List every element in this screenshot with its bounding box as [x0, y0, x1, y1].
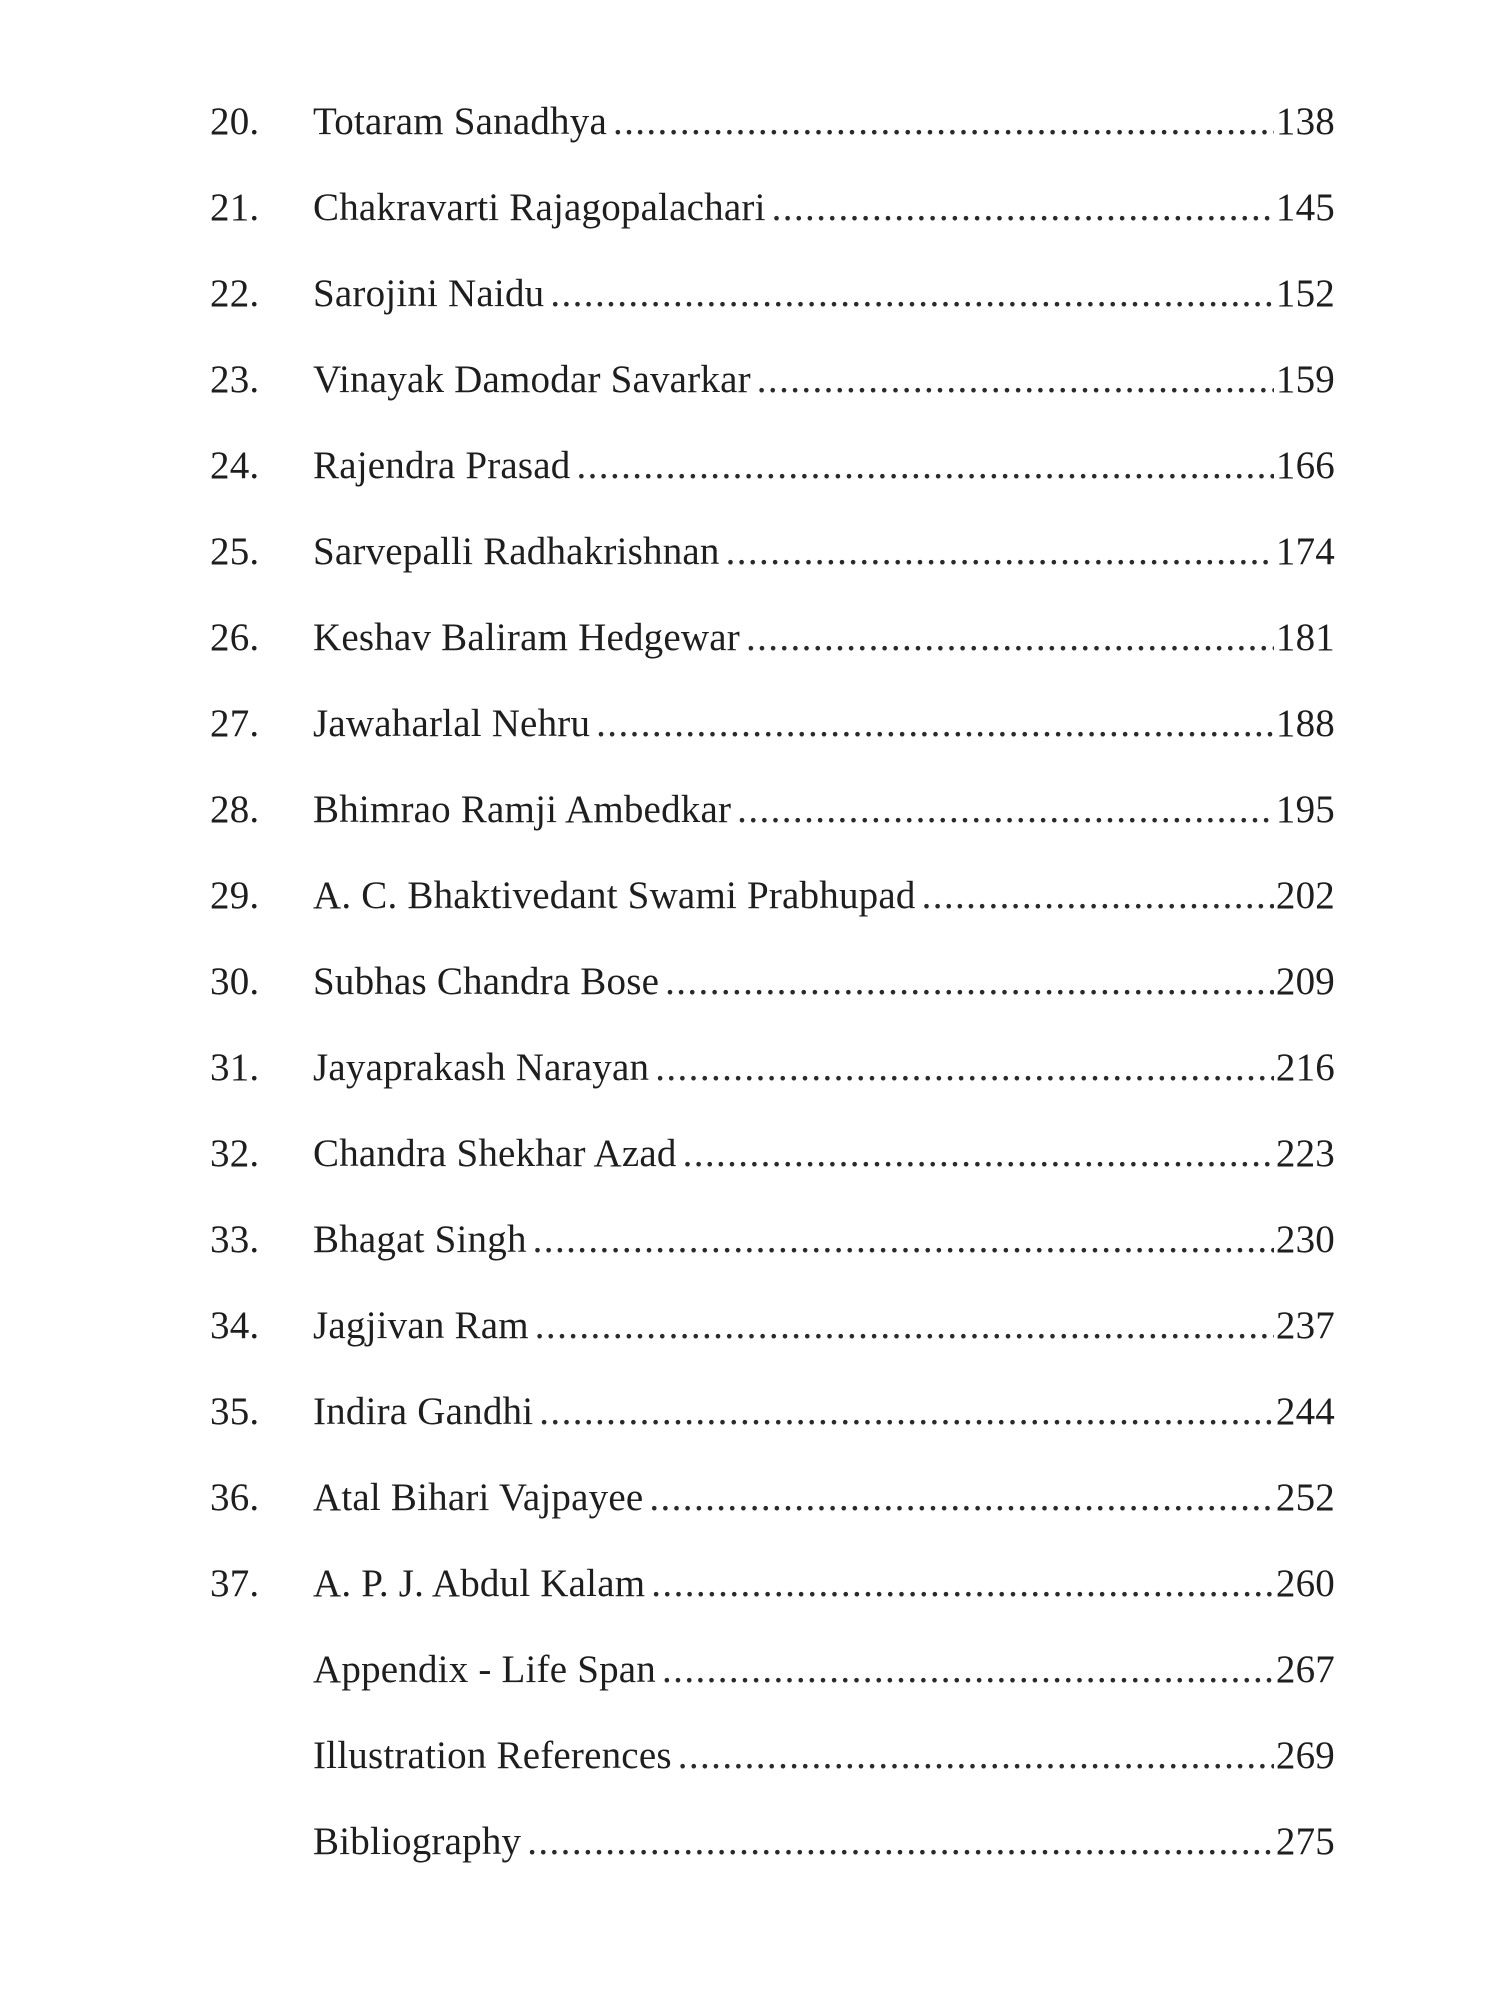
- toc-dot-leader: [649, 1474, 1274, 1522]
- toc-entry-title: Jayaprakash Narayan: [313, 1046, 650, 1089]
- toc-entry-page-number: 181: [1275, 616, 1335, 659]
- toc-entry-number: 26.: [210, 616, 260, 659]
- toc-entry-title: Keshav Baliram Hedgewar: [313, 616, 740, 659]
- toc-entry-number: 25.: [210, 530, 260, 573]
- toc-entry[interactable]: [210, 1302, 1335, 1388]
- toc-entry[interactable]: [210, 1646, 1335, 1732]
- toc-entry-page-number: 166: [1275, 444, 1335, 487]
- toc-dot-leader: [527, 1818, 1274, 1866]
- toc-entry-page-number: 230: [1275, 1218, 1335, 1261]
- toc-entry[interactable]: [210, 1044, 1335, 1130]
- toc-entry-page-number: 267: [1275, 1648, 1335, 1691]
- toc-entry[interactable]: [210, 872, 1335, 958]
- toc-entry-title: A. P. J. Abdul Kalam: [313, 1562, 646, 1605]
- toc-dot-leader: [683, 1130, 1274, 1178]
- toc-entry-page-number: 269: [1275, 1734, 1335, 1777]
- toc-entry-page-number: 159: [1275, 358, 1335, 401]
- toc-entry-page-number: 188: [1275, 702, 1335, 745]
- toc-entry-page-number: 275: [1275, 1820, 1335, 1863]
- toc-entry[interactable]: [210, 1818, 1335, 1904]
- toc-entry[interactable]: [210, 528, 1335, 614]
- toc-entry-title: Rajendra Prasad: [313, 444, 571, 487]
- toc-entry-number: 24.: [210, 444, 260, 487]
- toc-entry-number: 27.: [210, 702, 260, 745]
- toc-entry-title: Chandra Shekhar Azad: [313, 1132, 677, 1175]
- toc-dot-leader: [737, 786, 1274, 834]
- toc-entry-number: 20.: [210, 100, 260, 143]
- toc-entry-number: 28.: [210, 788, 260, 831]
- toc-entry-number: 35.: [210, 1390, 260, 1433]
- toc-dot-leader: [746, 614, 1274, 662]
- toc-entry-number: 37.: [210, 1562, 260, 1605]
- toc-entry[interactable]: [210, 98, 1335, 184]
- toc-dot-leader: [651, 1560, 1274, 1608]
- toc-entry-title: Sarojini Naidu: [313, 272, 545, 315]
- toc-entry[interactable]: [210, 270, 1335, 356]
- toc-entry-title: Jawaharlal Nehru: [313, 702, 591, 745]
- toc-entry-title: Subhas Chandra Bose: [313, 960, 660, 1003]
- table-of-contents: [210, 98, 1335, 1904]
- toc-entry-number: 22.: [210, 272, 260, 315]
- toc-dot-leader: [539, 1388, 1274, 1436]
- toc-entry-page-number: 202: [1275, 874, 1335, 917]
- toc-dot-leader: [613, 98, 1274, 146]
- toc-entry[interactable]: [210, 614, 1335, 700]
- toc-dot-leader: [655, 1044, 1274, 1092]
- toc-entry-number: 31.: [210, 1046, 260, 1089]
- toc-entry-page-number: 223: [1275, 1132, 1335, 1175]
- toc-entry-title: Atal Bihari Vajpayee: [313, 1476, 644, 1519]
- toc-entry-number: 33.: [210, 1218, 260, 1261]
- toc-entry-number: 36.: [210, 1476, 260, 1519]
- toc-entry-page-number: 209: [1275, 960, 1335, 1003]
- toc-entry-page-number: 252: [1275, 1476, 1335, 1519]
- toc-entry-title: Chakravarti Rajagopalachari: [313, 186, 766, 229]
- toc-entry-title: Indira Gandhi: [313, 1390, 534, 1433]
- toc-entry-title: Sarvepalli Radhakrishnan: [313, 530, 720, 573]
- toc-entry-title: A. C. Bhaktivedant Swami Prabhupad: [313, 874, 916, 917]
- toc-entry[interactable]: [210, 442, 1335, 528]
- toc-entry-title: Illustration References: [313, 1734, 672, 1777]
- toc-dot-leader: [922, 872, 1274, 920]
- toc-entry[interactable]: [210, 1130, 1335, 1216]
- toc-entry-number: 32.: [210, 1132, 260, 1175]
- toc-entry-page-number: 260: [1275, 1562, 1335, 1605]
- toc-dot-leader: [533, 1216, 1274, 1264]
- toc-entry-page-number: 195: [1275, 788, 1335, 831]
- toc-entry-title: Bibliography: [313, 1820, 522, 1863]
- toc-dot-leader: [596, 700, 1274, 748]
- toc-dot-leader: [726, 528, 1274, 576]
- toc-entry-number: 30.: [210, 960, 260, 1003]
- toc-dot-leader: [757, 356, 1274, 404]
- toc-entry-number: 23.: [210, 358, 260, 401]
- toc-dot-leader: [665, 958, 1274, 1006]
- toc-entry[interactable]: [210, 1216, 1335, 1302]
- toc-entry-title: Totaram Sanadhya: [313, 100, 607, 143]
- toc-entry-title: Jagjivan Ram: [313, 1304, 529, 1347]
- toc-entry[interactable]: [210, 1732, 1335, 1818]
- toc-entry-title: Appendix - Life Span: [313, 1648, 657, 1691]
- toc-entry-title: Bhimrao Ramji Ambedkar: [313, 788, 732, 831]
- toc-entry-title: Bhagat Singh: [313, 1218, 527, 1261]
- toc-dot-leader: [772, 184, 1274, 232]
- toc-dot-leader: [535, 1302, 1274, 1350]
- toc-entry[interactable]: [210, 700, 1335, 786]
- toc-entry-page-number: 237: [1275, 1304, 1335, 1347]
- toc-entry[interactable]: [210, 184, 1335, 270]
- toc-entry[interactable]: [210, 786, 1335, 872]
- toc-entry[interactable]: [210, 958, 1335, 1044]
- toc-entry-page-number: 152: [1275, 272, 1335, 315]
- toc-dot-leader: [577, 442, 1274, 490]
- toc-entry-page-number: 145: [1275, 186, 1335, 229]
- toc-entry[interactable]: [210, 356, 1335, 442]
- toc-dot-leader: [678, 1732, 1274, 1780]
- toc-entry-title: Vinayak Damodar Savarkar: [313, 358, 751, 401]
- toc-entry[interactable]: [210, 1474, 1335, 1560]
- toc-entry-number: 21.: [210, 186, 260, 229]
- toc-dot-leader: [662, 1646, 1274, 1694]
- toc-dot-leader: [550, 270, 1274, 318]
- toc-entry-number: 34.: [210, 1304, 260, 1347]
- toc-entry[interactable]: [210, 1388, 1335, 1474]
- toc-entry[interactable]: [210, 1560, 1335, 1646]
- toc-entry-number: 29.: [210, 874, 260, 917]
- toc-entry-page-number: 138: [1275, 100, 1335, 143]
- toc-entry-page-number: 174: [1275, 530, 1335, 573]
- toc-entry-page-number: 244: [1275, 1390, 1335, 1433]
- toc-entry-page-number: 216: [1275, 1046, 1335, 1089]
